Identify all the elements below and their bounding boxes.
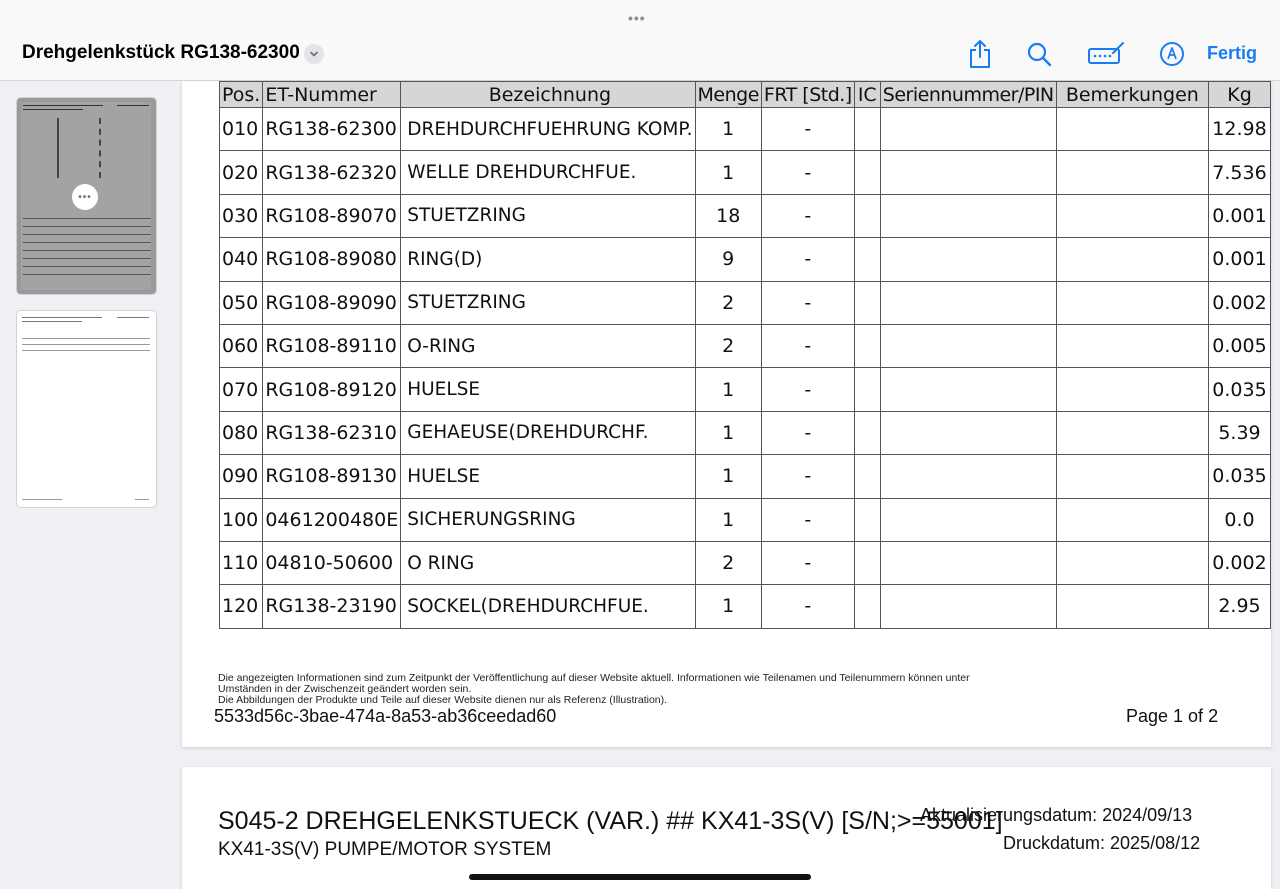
page-thumbnail-2[interactable] [17, 311, 156, 507]
table-cell-bez: SOCKEL(DREHDURCHFUE. [401, 585, 695, 628]
table-row [220, 411, 1271, 454]
table-cell-ser [880, 541, 1056, 584]
table-cell-ic [854, 194, 880, 237]
table-cell-frt: - [761, 411, 854, 454]
table-cell-bez: HUELSE [401, 368, 695, 411]
pdf-page-2 [182, 767, 1271, 889]
table-cell-ser [880, 108, 1056, 151]
table-cell-menge: 18 [695, 194, 761, 237]
table-cell-ser [880, 585, 1056, 628]
table-cell-kg: 0.001 [1209, 194, 1271, 237]
table-cell-ser [880, 238, 1056, 281]
table-row [220, 368, 1271, 411]
chevron-down-icon[interactable] [304, 44, 324, 64]
table-cell-frt: - [761, 368, 854, 411]
page-thumbnail-sidebar [0, 81, 172, 889]
home-indicator[interactable] [469, 874, 811, 880]
table-cell-ser [880, 151, 1056, 194]
column-header: Bemerkungen [1056, 82, 1208, 108]
table-cell-pos: 070 [220, 368, 263, 411]
table-cell-frt: - [761, 108, 854, 151]
table-cell-bez: STUETZRING [401, 281, 695, 324]
table-cell-kg: 0.001 [1209, 238, 1271, 281]
column-header: Menge [695, 82, 761, 108]
table-cell-ic [854, 368, 880, 411]
table-cell-bem [1056, 585, 1208, 628]
table-cell-bem [1056, 151, 1208, 194]
table-header-row [220, 82, 1271, 108]
table-row [220, 108, 1271, 151]
table-cell-bem [1056, 498, 1208, 541]
table-cell-pos: 010 [220, 108, 263, 151]
column-header: Seriennummer/PIN [880, 82, 1056, 108]
table-cell-bem [1056, 455, 1208, 498]
table-cell-menge: 1 [695, 368, 761, 411]
parts-table [219, 81, 1271, 629]
table-cell-pos: 050 [220, 281, 263, 324]
table-cell-ser [880, 455, 1056, 498]
table-cell-bez: O RING [401, 541, 695, 584]
table-row [220, 455, 1271, 498]
table-cell-et: RG108-89120 [263, 368, 401, 411]
table-cell-ser [880, 194, 1056, 237]
table-cell-menge: 1 [695, 108, 761, 151]
table-cell-et: RG138-62320 [263, 151, 401, 194]
print-date: Druckdatum: 2025/08/12 [1003, 833, 1201, 853]
table-cell-pos: 080 [220, 411, 263, 454]
page-number: Page 1 of 2 [1126, 706, 1219, 726]
table-cell-bez: GEHAEUSE(DREHDURCHF. [401, 411, 695, 454]
table-cell-ic [854, 151, 880, 194]
table-cell-pos: 040 [220, 238, 263, 281]
table-cell-pos: 110 [220, 541, 263, 584]
table-row [220, 585, 1271, 628]
table-cell-ser [880, 498, 1056, 541]
table-cell-kg: 7.536 [1209, 151, 1271, 194]
column-header: Bezeichnung [401, 82, 695, 108]
table-cell-kg: 0.035 [1209, 455, 1271, 498]
table-cell-bem [1056, 324, 1208, 367]
table-cell-menge: 1 [695, 411, 761, 454]
table-cell-frt: - [761, 498, 854, 541]
table-cell-ser [880, 281, 1056, 324]
table-cell-ser [880, 368, 1056, 411]
table-row [220, 281, 1271, 324]
search-icon[interactable] [1025, 38, 1053, 70]
table-cell-ic [854, 498, 880, 541]
table-cell-bem [1056, 411, 1208, 454]
table-cell-bem [1056, 541, 1208, 584]
table-cell-pos: 100 [220, 498, 263, 541]
document-id: 5533d56c-3bae-474a-8a53-ab36ceedad60 [214, 706, 557, 726]
disclaimer-text [218, 673, 1038, 706]
table-cell-ic [854, 238, 880, 281]
table-cell-et: RG138-23190 [263, 585, 401, 628]
table-cell-pos: 030 [220, 194, 263, 237]
more-dots-icon[interactable]: ••• [628, 10, 646, 26]
table-cell-menge: 2 [695, 281, 761, 324]
disclaimer-line: Die Abbildungen der Produkte und Teile auf dieser Website dienen nur als Referenz (Illustration). [218, 694, 668, 706]
table-cell-ic [854, 455, 880, 498]
table-row [220, 498, 1271, 541]
table-cell-et: RG108-89070 [263, 194, 401, 237]
table-cell-frt: - [761, 281, 854, 324]
table-cell-menge: 1 [695, 151, 761, 194]
table-cell-bem [1056, 108, 1208, 151]
table-cell-kg: 0.035 [1209, 368, 1271, 411]
done-button[interactable]: Fertig [1207, 43, 1258, 63]
table-cell-menge: 1 [695, 498, 761, 541]
update-date: Aktualisierungsdatum: 2024/09/13 [920, 805, 1193, 825]
table-cell-et: RG138-62300 [263, 108, 401, 151]
more-dots-icon[interactable]: ••• [72, 184, 98, 210]
markup-icon[interactable] [1086, 38, 1126, 70]
pdf-page-1 [182, 81, 1271, 747]
table-cell-kg: 2.95 [1209, 585, 1271, 628]
table-cell-kg: 0.0 [1209, 498, 1271, 541]
table-cell-menge: 1 [695, 585, 761, 628]
table-cell-ser [880, 324, 1056, 367]
table-cell-bem [1056, 238, 1208, 281]
table-cell-frt: - [761, 541, 854, 584]
page-subtitle: KX41-3S(V) PUMPE/MOTOR SYSTEM [218, 839, 552, 860]
table-cell-bem [1056, 281, 1208, 324]
page-title: S045-2 DREHGELENKSTUECK (VAR.) ## KX41-3S(V) [S/N;>=55001] [218, 807, 1003, 835]
table-cell-ic [854, 108, 880, 151]
table-cell-et: RG108-89130 [263, 455, 401, 498]
column-header: FRT [Std.] [761, 82, 854, 108]
table-cell-bez: HUELSE [401, 455, 695, 498]
table-cell-et: 0461200480E [263, 498, 401, 541]
table-row [220, 238, 1271, 281]
table-cell-et: RG108-89080 [263, 238, 401, 281]
table-cell-pos: 120 [220, 585, 263, 628]
table-cell-frt: - [761, 585, 854, 628]
share-icon[interactable] [966, 38, 994, 70]
table-cell-et: RG108-89110 [263, 324, 401, 367]
table-cell-et: RG108-89090 [263, 281, 401, 324]
table-cell-menge: 1 [695, 455, 761, 498]
table-cell-ic [854, 324, 880, 367]
document-title[interactable]: Drehgelenkstück RG138-62300 [22, 42, 300, 63]
table-cell-ic [854, 541, 880, 584]
disclaimer-line: Umständen in der Zwischenzeit geändert worden sein. [218, 683, 472, 695]
table-cell-bem [1056, 368, 1208, 411]
column-header: Kg [1209, 82, 1271, 108]
page-thumbnail-1[interactable] [17, 98, 156, 294]
table-cell-ic [854, 281, 880, 324]
table-cell-bez: STUETZRING [401, 194, 695, 237]
table-cell-bem [1056, 194, 1208, 237]
table-cell-ic [854, 585, 880, 628]
table-cell-ic [854, 411, 880, 454]
disclaimer-line: Die angezeigten Informationen sind zum Zeitpunkt der Veröffentlichung auf dieser Website aktuell. Informationen wie Teilenamen und Teilenummern können unter [218, 672, 970, 684]
table-cell-menge: 9 [695, 238, 761, 281]
table-cell-ser [880, 411, 1056, 454]
top-toolbar [0, 0, 1280, 81]
table-cell-bez: SICHERUNGSRING [401, 498, 695, 541]
table-cell-kg: 12.98 [1209, 108, 1271, 151]
table-row [220, 194, 1271, 237]
table-row [220, 541, 1271, 584]
table-cell-menge: 2 [695, 324, 761, 367]
table-cell-menge: 2 [695, 541, 761, 584]
table-cell-frt: - [761, 238, 854, 281]
table-cell-kg: 0.002 [1209, 541, 1271, 584]
table-cell-bez: WELLE DREHDURCHFUE. [401, 151, 695, 194]
column-header: Pos. [220, 82, 263, 108]
table-cell-bez: DREHDURCHFUEHRUNG KOMP. [401, 108, 695, 151]
table-row [220, 324, 1271, 367]
table-cell-frt: - [761, 194, 854, 237]
table-cell-kg: 0.005 [1209, 324, 1271, 367]
table-cell-frt: - [761, 455, 854, 498]
table-cell-bez: O-RING [401, 324, 695, 367]
table-cell-kg: 5.39 [1209, 411, 1271, 454]
table-cell-kg: 0.002 [1209, 281, 1271, 324]
table-cell-frt: - [761, 324, 854, 367]
table-cell-pos: 090 [220, 455, 263, 498]
table-cell-frt: - [761, 151, 854, 194]
column-header: ET-Nummer [263, 82, 401, 108]
pen-circle-icon[interactable] [1158, 38, 1186, 70]
table-cell-bez: RING(D) [401, 238, 695, 281]
column-header: IC [854, 82, 880, 108]
table-cell-pos: 060 [220, 324, 263, 367]
table-cell-pos: 020 [220, 151, 263, 194]
table-cell-et: RG138-62310 [263, 411, 401, 454]
table-cell-et: 04810-50600 [263, 541, 401, 584]
table-row [220, 151, 1271, 194]
